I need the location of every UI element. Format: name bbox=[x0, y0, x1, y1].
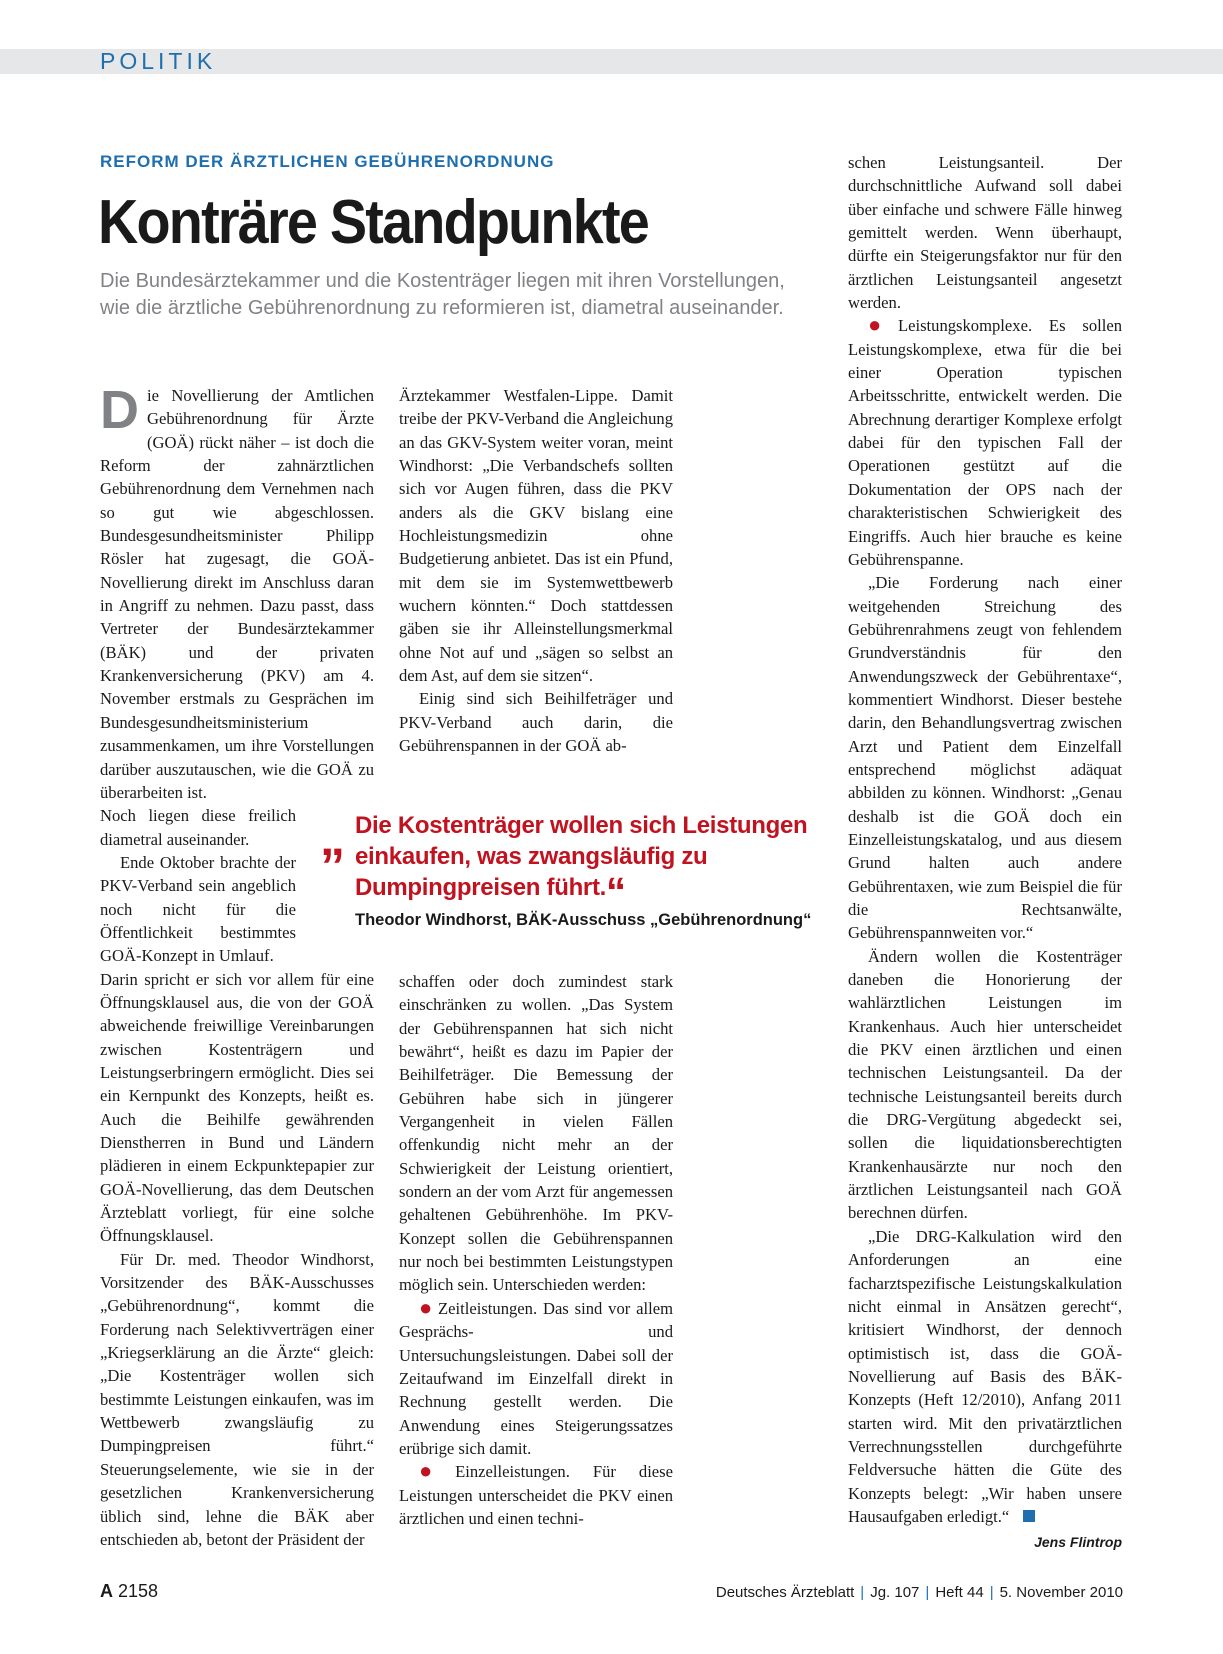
journal-volume: Jg. 107 bbox=[870, 1584, 920, 1601]
paragraph: Einig sind sich Beihilfeträger und PKV-Verband auch darin, die Gebührenspannen in der GOÄ ab- bbox=[399, 689, 673, 756]
page-number: A 2158 bbox=[100, 1581, 159, 1601]
separator: | bbox=[860, 1584, 865, 1601]
paragraph-text: ie Novellierung der Amtlichen Gebührenordnung für Ärzte (GOÄ) rückt näher – ist doch die Reform der zahnärztlichen Gebührenordnung dem Vernehmen nach so gut wie abgeschlossen. Bundesgesundheitsminister Philipp Rösler hat zugesagt, die GOÄ-Novellierung direkt im Anschluss daran in Angriff zu nehmen. Dazu passt, dass Vertreter der Bundesärztekammer (BÄK) und der privaten Krankenversicherung (PKV) am 4. November erstmals zu Gesprächen im Bundesgesundheitsministerium zusammenkamen, um ihre Vorstellungen darüber auszutauschen, wie die GOÄ zu überarbeiten ist. bbox=[100, 386, 374, 802]
paragraph: Für Dr. med. Theodor Windhorst, Vorsitzender des BÄK-Ausschusses „Gebührenordnung“, kommt die Forderung nach Selektivverträgen einer „Kriegserklärung an die Ärzte“ gleich: „Die Kostenträger wollen sich bestimmte Leistungen einkaufen, was im Wettbewerb zwangsläufig zu Dumpingpreisen führt.“ Steuerungselemente, wie sie in der gesetzlichen Krankenversicherung üblich sind, lehne die BÄK aber entschieden ab, betont der Präsident der bbox=[100, 1249, 374, 1549]
section-label: POLITIK bbox=[100, 48, 217, 74]
paragraph: Ändern wollen die Kostenträger daneben die Honorierung der wahlärztlichen Leistungen im Krankenhaus. Auch hier unterscheidet die PKV einen ärztlichen und einen technischen Leistungsanteil. Da der technische Leistungsanteil bereits durch die DRG-Vergütung abgedeckt sei, sollen die liquidationsberechtigten Krankenhausärzte nur noch den ärztlichen Leistungsanteil nach GOÄ berechnen dürfen. bbox=[848, 946, 1122, 1223]
paragraph: schaffen oder doch zumindest stark einschränken zu wollen. „Das System der Gebührenspannen hat sich nicht bewährt“, heißt es dazu im Papier der Beihilfeträger. Die Bemessung der Gebühren habe sich in jüngerer Vergangenheit in vielen Fällen offenkundig nicht mehr an der Schwierigkeit der Leistung orientiert, sondern an der vom Arzt für angemessen gehaltenen Gebührenhöhe. Im PKV-Konzept sollen die Gebührenspannen nur noch bei bestimmten Leistungstypen möglich sein. Unterschieden werden: bbox=[399, 972, 673, 1295]
separator: | bbox=[925, 1584, 930, 1601]
bullet-dot-icon: ● bbox=[419, 1458, 452, 1484]
column-2-bottom bbox=[399, 970, 673, 1530]
bullet-item: ● Leistungskomplexe. Es sollen Leistungskomplexe, etwa für die bei einer Operation typischen Arbeitsschritte, entwickelt werden. Die Abrechnung derartiger Komplexe erfolgt dabei für den typischen Fall der Operationen gestützt auf die Dokumentation der OPS nach der charakteristischen Schwierigkeit des Eingriffs. Auch hier brauche es keine Gebührenspanne. bbox=[848, 312, 1122, 569]
journal-footer bbox=[716, 1584, 1123, 1601]
paragraph: Darin spricht er sich vor allem für eine Öffnungsklausel aus, die von der GOÄ abweichende freiwillige Vereinbarungen zwischen Kostenträgern und Leistungserbringern ermöglicht. Dies sei ein Kernpunkt des Konzepts, heißt es. Auch die Beihilfe gewährenden Dienstherren in Bund und Ländern plädieren in einem Eckpunktepapier zur GOÄ-Novellierung, das dem Deutschen Ärzteblatt vorliegt, für eine solche Öffnungsklausel. bbox=[100, 969, 374, 1246]
pull-quote bbox=[320, 810, 830, 930]
column-2-top bbox=[399, 384, 673, 758]
end-square-icon bbox=[1023, 1510, 1035, 1522]
journal-date: 5. November 2010 bbox=[999, 1584, 1123, 1601]
paragraph: Ärztekammer Westfalen-Lippe. Damit treibe der PKV-Verband die Angleichung an das GKV-System weiter voran, meint Windhorst: „Die Verbandschefs sollten sich vor Augen führen, dass die PKV anders als die GKV bislang eine Hochleistungsmedizin ohne Budgetierung anbietet. Das ist ein Pfund, mit dem sie im Systemwettbewerb wuchern könnten.“ Doch stattdessen gäben sie ihr Alleinstellungsmerkmal ohne Not auf und „sägen so selbst an dem Ast, auf dem sie sitzen“. bbox=[399, 386, 673, 686]
paragraph: Ende Oktober brachte der PKV-Verband sein angeblich noch nicht für die Öffentlichkeit bestimmtes GOÄ-Konzept in Umlauf. bbox=[100, 852, 296, 966]
pull-quote-source: Theodor Windhorst, BÄK-Ausschuss „Gebührenordnung“ bbox=[355, 911, 812, 929]
author-byline: Jens Flintrop bbox=[1034, 1534, 1122, 1550]
column-1 bbox=[100, 380, 374, 1551]
bullet-item: ● Zeitleistungen. Das sind vor allem Gesprächs- und Untersuchungsleistungen. Dabei soll der Zeitaufwand im Einzelfall direkt in Rechnung gestellt werden. Die Anwendung eines Steigerungssatzes erübrige sich damit. bbox=[399, 1294, 673, 1458]
journal-name: Deutsches Ärzteblatt bbox=[715, 1584, 855, 1601]
paragraph: „Die Forderung nach einer weitgehenden Streichung des Gebührenrahmens zeugt von fehlendem Grundverständnis für den Anwendungszweck der Gebührentaxe“, kommentiert Windhorst. Dieser bestehe darin, den Behandlungsvertrag zwischen Arzt und Patient dem Einzelfall entsprechend möglichst adäquat abbilden zu können. Windhorst: „Genau deshalb ist die GOÄ doch ein Einzelleistungskatalog, und aus diesem Grund halten auch andere Gebührentaxen, wie zum Beispiel die für die Rechtsanwälte, Gebührenspannweiten vor.“ bbox=[848, 573, 1122, 943]
quote-close-mark: “ bbox=[606, 870, 626, 914]
pull-quote-body: Die Kostenträger wollen sich Leistungen einkaufen, was zwangsläufig zu Dumpingpreisen führt. bbox=[355, 812, 808, 901]
paragraph: „Die DRG-Kalkulation wird den Anforderungen an eine facharztspezifische Leistungskalkulation nicht einmal in Ansätzen gerecht“, kritisiert Windhorst, der dennoch optimistisch ist, dass die GOÄ-Novellierung auf Basis des BÄK-Konzepts (Heft 12/2010), Anfang 2011 starten wird. Mit den privatärztlichen Verrechnungsstellen durchgeführte Feldversuche hätten die Güte des Konzepts belegt: „Wir haben unsere Hausaufgaben erledigt.“ bbox=[848, 1226, 1122, 1526]
pull-quote-text bbox=[355, 810, 830, 914]
column-3 bbox=[848, 151, 1122, 1528]
paragraph bbox=[100, 380, 374, 804]
bullet-item: ● Einzelleistungen. Für diese Leistungen unterscheidet die PKV einen ärztlichen und einen techni- bbox=[399, 1458, 673, 1528]
bullet-dot-icon: ● bbox=[868, 312, 894, 338]
separator: | bbox=[989, 1584, 994, 1601]
paragraph-tail: Noch liegen diese freilich diametral auseinander. bbox=[100, 806, 296, 849]
article-title: Konträre Standpunkte bbox=[98, 188, 648, 257]
journal-issue: Heft 44 bbox=[935, 1584, 984, 1601]
article-standfirst: Die Bundesärztekammer und die Kostenträger liegen mit ihren Vorstellungen, wie die ärztliche Gebührenordnung zu reformieren ist, diametral auseinander. bbox=[100, 270, 785, 319]
quote-open-mark: „ bbox=[320, 810, 345, 866]
paragraph: schen Leistungsanteil. Der durchschnittliche Aufwand soll dabei über einfache und schwere Fälle hinweg gemittelt werden. Wenn überhaupt, dürfte ein Steigerungsfaktor nur für den ärztlichen Leistungsanteil angesetzt werden. bbox=[848, 153, 1122, 313]
bullet-dot-icon: ● bbox=[419, 1294, 435, 1320]
article-kicker: REFORM DER ÄRZTLICHEN GEBÜHRENORDNUNG bbox=[100, 152, 555, 171]
drop-cap: D bbox=[100, 380, 139, 440]
